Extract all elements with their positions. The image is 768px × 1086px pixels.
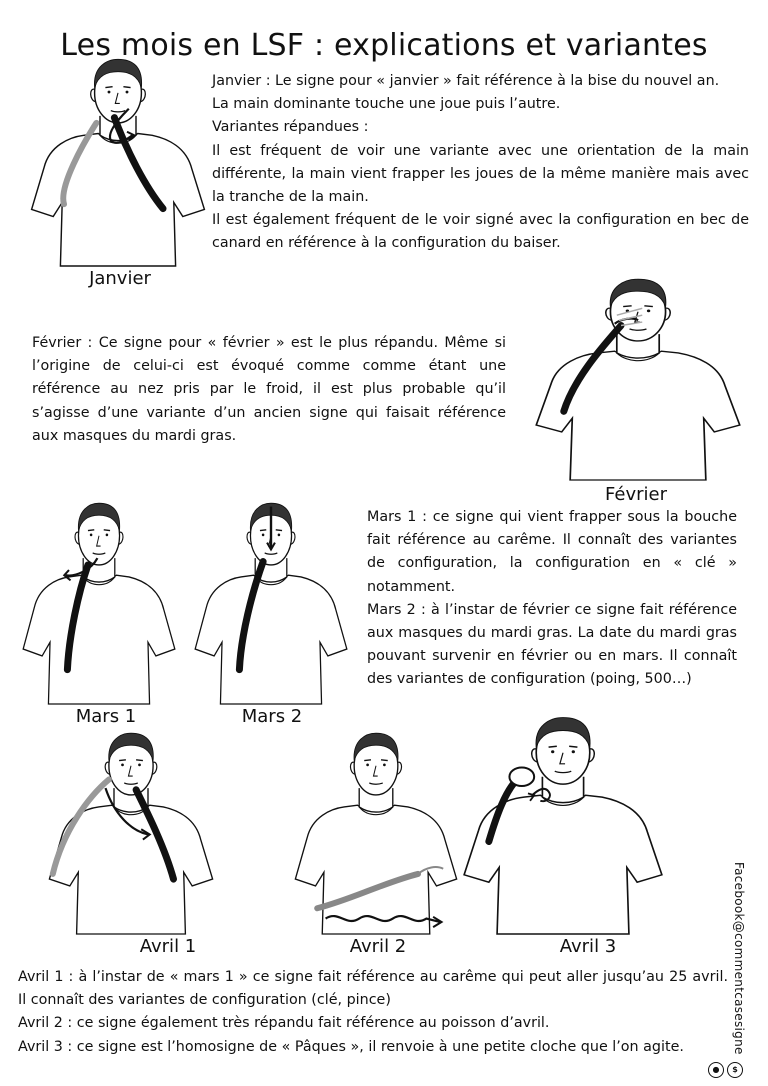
cc-nc-icon (727, 1062, 743, 1078)
avril1-caption: Avril 1 (139, 936, 197, 957)
avril1-illustration (46, 728, 216, 934)
avril-text (18, 966, 728, 1059)
avril3-caption: Avril 3 (559, 936, 617, 957)
mars-text (367, 506, 737, 692)
avril2-text: Avril 2 : ce signe également très répandu fait référence au poisson d’avril. (18, 1015, 550, 1032)
cc-person-glyph: ● (712, 1065, 720, 1074)
janvier-illustration (28, 54, 208, 266)
avril2-caption: Avril 2 (349, 936, 407, 957)
janvier-line-5: Il est également fréquent de le voir signé avec la configuration en bec de canard en référence à la configuration du baiser. (212, 212, 749, 252)
avril2-illustration (292, 728, 460, 934)
janvier-text (212, 70, 749, 256)
mars1-text: Mars 1 : ce signe qui vient frapper sous la bouche fait référence au carême. Il connaît des variantes de configuration, la configuration en « clé » notamment. (367, 509, 737, 595)
janvier-line-2: La main dominante touche une joue puis l’autre. (212, 96, 561, 113)
mars2-caption: Mars 2 (241, 706, 303, 727)
mars2-illustration (192, 498, 350, 704)
janvier-line-1: Janvier : Le signe pour « janvier » fait référence à la bise du nouvel an. (212, 73, 720, 89)
page-title: Les mois en LSF : explications et variantes (60, 28, 708, 64)
avril3-text: Avril 3 : ce signe est l’homosigne de « Pâques », il renvoie à une petite cloche que l’on agite. (18, 1038, 684, 1055)
mars2-text: Mars 2 : à l’instar de février ce signe fait référence aux masques du mardi gras. La date du mardi gras pouvant survenir en février ou en mars. Il connaît des variantes de configuration (poing, 500…) (367, 601, 737, 688)
janvier-caption: Janvier (89, 268, 151, 289)
mars1-illustration (20, 498, 178, 704)
fevrier-caption: Février (605, 484, 667, 505)
janvier-line-3: Variantes répandues : (212, 119, 369, 136)
cc-by-icon (708, 1062, 724, 1078)
avril1-text: Avril 1 : à l’instar de « mars 1 » ce signe fait référence au carême qui peut aller jusqu’au 25 avril. Il connaît des variantes de configuration (clé, pince) (18, 969, 728, 1009)
janvier-line-4: Il est fréquent de voir une variante avec une orientation de la main différente, la main vient frapper les joues de la même manière mais avec la tranche de la main. (212, 142, 749, 206)
fevrier-illustration (532, 274, 744, 480)
avril3-illustration (460, 712, 666, 934)
mars1-caption: Mars 1 (75, 706, 137, 727)
facebook-credit: Facebook@commentcasesigne (732, 862, 746, 1055)
fevrier-text: Février : Ce signe pour « février » est le plus répandu. Même si l’origine de celui-ci est évoqué comme comme étant une référence au nez pris par le froid, il est plus probable qu’il s’agisse d’une variante d’un ancien signe qui faisait référence aux masques du mardi gras. (32, 335, 506, 444)
cc-nc-glyph: $ (732, 1065, 738, 1074)
